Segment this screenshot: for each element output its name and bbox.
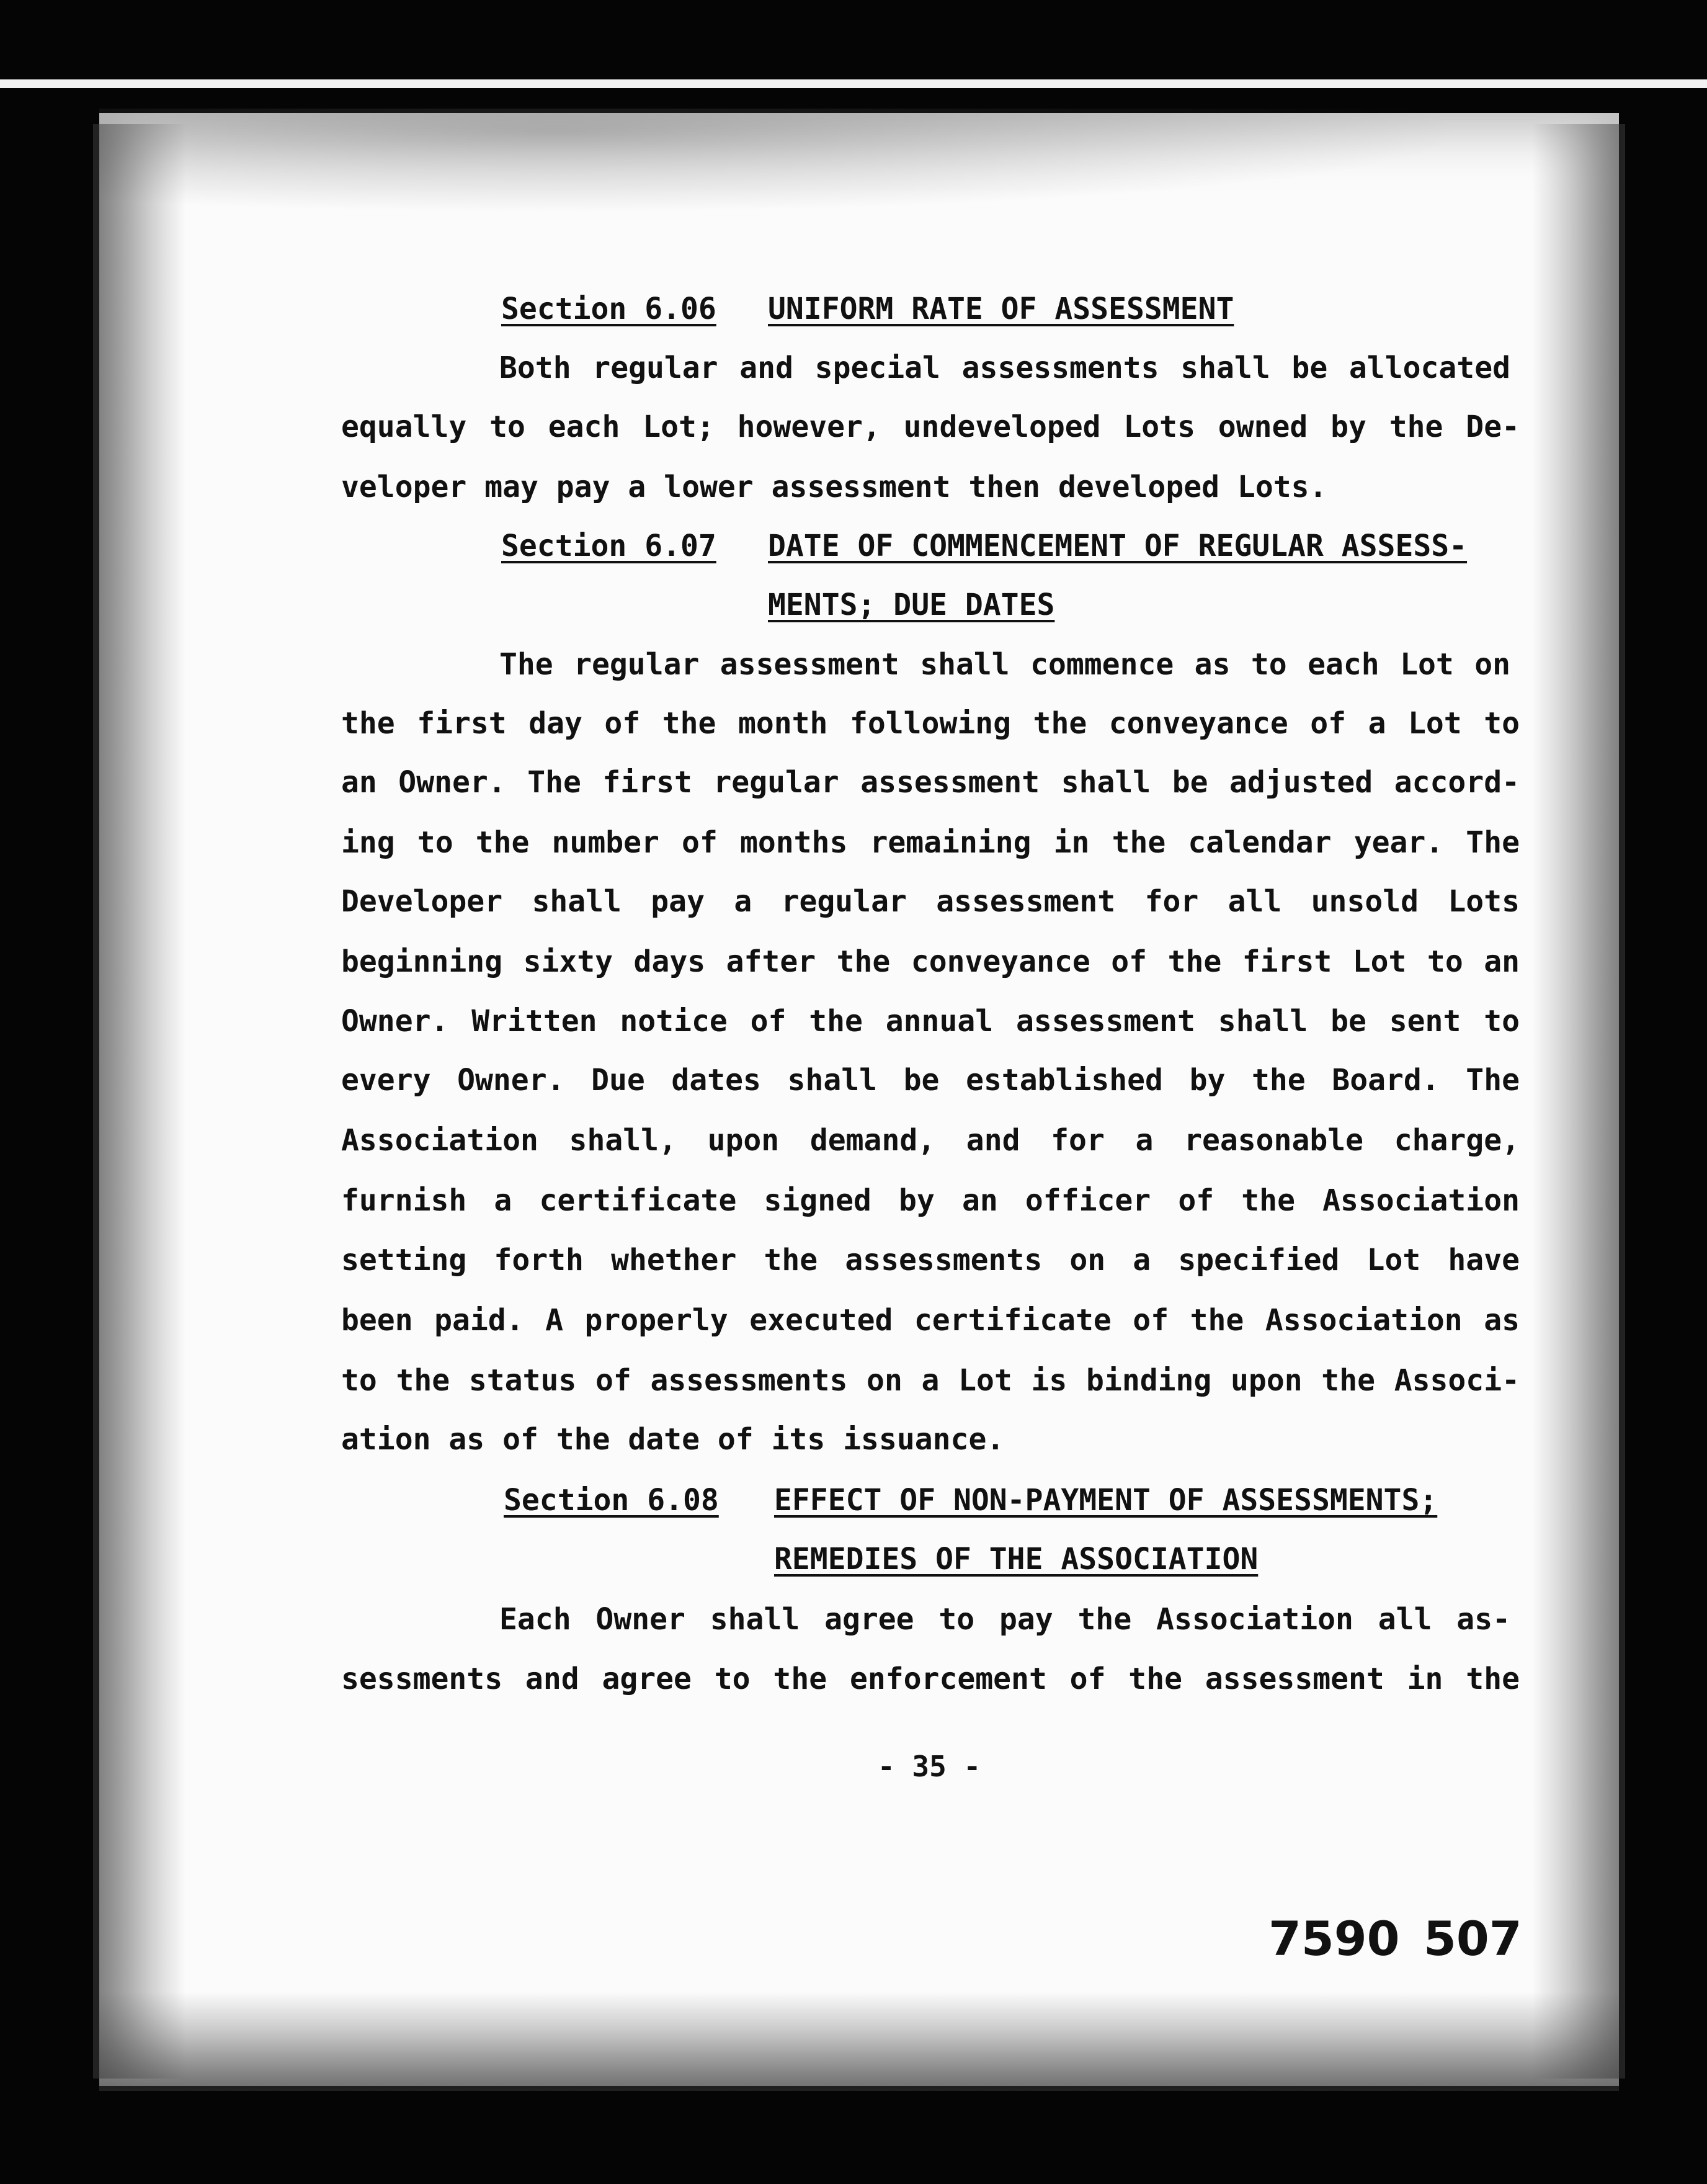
section-title: EFFECT OF NON-PAYMENT OF ASSESSMENTS;	[774, 1483, 1438, 1518]
paragraph-line: Developer shall pay a regular assessment for all unsold Lots	[341, 884, 1520, 919]
page-number: - 35 -	[878, 1750, 981, 1783]
paragraph-line: ation as of the date of its issuance.	[341, 1422, 1005, 1457]
paragraph-line: setting forth whether the assessments on a specified Lot have	[341, 1243, 1520, 1278]
paragraph-line: sessments and agree to the enforcement of the assessment in the	[341, 1662, 1520, 1696]
paragraph-line: been paid. A properly executed certificate of the Association as	[341, 1303, 1520, 1338]
scan-noise-right	[1532, 124, 1625, 2079]
paragraph-line: Both regular and special assessments shall be allocated	[499, 351, 1510, 385]
paragraph-line: an Owner. The first regular assessment shall be adjusted accord-	[341, 765, 1520, 800]
section-label: Section 6.08	[504, 1483, 719, 1518]
paragraph-line: beginning sixty days after the conveyance of the first Lot to an	[341, 944, 1520, 979]
paragraph-line: ing to the number of months remaining in the calendar year. The	[341, 825, 1520, 860]
record-stamp-left: 7590	[1268, 1911, 1400, 1966]
record-stamp-right: 507	[1424, 1911, 1522, 1966]
section-title-continued: MENTS; DUE DATES	[768, 588, 1055, 622]
paragraph-line: Association shall, upon demand, and for a reasonable charge,	[341, 1123, 1520, 1158]
scan-noise-left	[93, 124, 186, 2079]
top-edge-strip	[0, 79, 1707, 88]
section-title: DATE OF COMMENCEMENT OF REGULAR ASSESS-	[768, 529, 1468, 563]
scan-noise-bottom	[99, 1992, 1619, 2091]
section-title-continued: REMEDIES OF THE ASSOCIATION	[774, 1542, 1259, 1577]
paragraph-line: Owner. Written notice of the annual assessment shall be sent to	[341, 1004, 1520, 1039]
scan-noise-top	[99, 109, 1619, 226]
paragraph-line: The regular assessment shall commence as to each Lot on	[499, 647, 1510, 682]
section-label: Section 6.07	[501, 529, 716, 563]
section-title: UNIFORM RATE OF ASSESSMENT	[768, 292, 1234, 326]
paragraph-line: to the status of assessments on a Lot is binding upon the Associ-	[341, 1363, 1520, 1398]
section-label: Section 6.06	[501, 292, 716, 326]
paragraph-line: the first day of the month following the conveyance of a Lot to	[341, 706, 1520, 741]
paragraph-line: every Owner. Due dates shall be established by the Board. The	[341, 1063, 1520, 1098]
document-page	[99, 113, 1619, 2086]
paragraph-line: furnish a certificate signed by an officer of the Association	[341, 1183, 1520, 1218]
paragraph-line: equally to each Lot; however, undeveloped Lots owned by the De-	[341, 410, 1520, 444]
paragraph-line: Each Owner shall agree to pay the Association all as-	[499, 1602, 1510, 1637]
paragraph-line: veloper may pay a lower assessment then developed Lots.	[341, 470, 1327, 504]
